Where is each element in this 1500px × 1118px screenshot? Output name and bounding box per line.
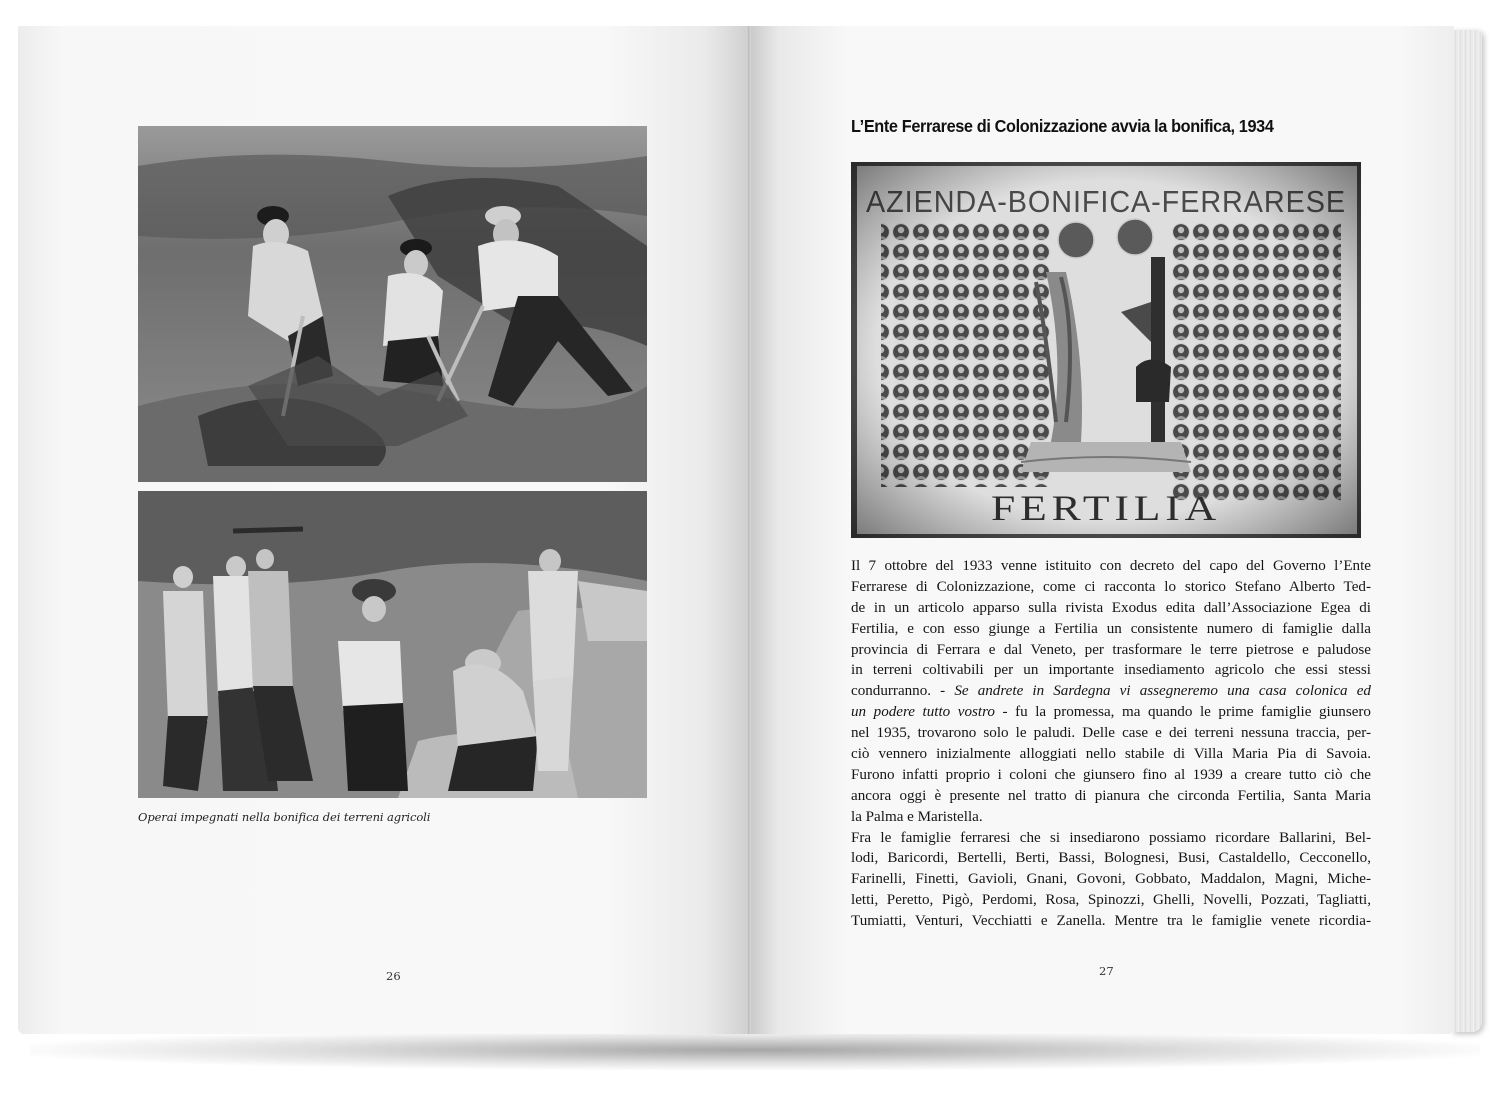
text-line: provincia di Ferrara e dal Veneto, per trasformare le terre pietrose e paludose xyxy=(851,641,1371,658)
photo-workers-hoeing xyxy=(138,126,647,482)
text-line: Furono infatti proprio i coloni che giunsero fino al 1939 a creare tutto ciò che xyxy=(851,766,1371,783)
text-line: lodi, Baricordi, Bertelli, Berti, Bassi, Bolognesi, Busi, Castaldello, Cecconello, xyxy=(851,850,1371,867)
text-line: de in un articolo apparso sulla rivista Exodus edita dall’Associazione Egea di xyxy=(851,599,1371,616)
article-body xyxy=(851,556,1371,932)
text-line: la Palma e Maristella. xyxy=(851,808,983,825)
italic-quote: Se andrete in Sardegna vi assegneremo una casa colonica ed xyxy=(954,683,1371,700)
text-line: ancora oggi è presente nel tratto di pianura che circonda Fertilia, Santa Maria xyxy=(851,787,1371,804)
text-line: Ferrarese di Colonizzazione, come ci racconta lo storico Stefano Alberto Ted- xyxy=(851,578,1371,595)
text-line: nel 1935, trovarono solo le paludi. Delle case e dei terreni nessuna traccia, per- xyxy=(851,725,1371,742)
page-number-left: 26 xyxy=(386,969,401,983)
paragraph-1 xyxy=(851,556,1371,828)
page-number-right: 27 xyxy=(1099,964,1114,978)
photo-workers-breaking-stones xyxy=(138,491,647,798)
text-line: condurranno. - Se andrete in Sardegna vi assegneremo una casa colonica ed xyxy=(851,683,1371,700)
text-line: un podere tutto vostro - fu la promessa, ma quando le prime famiglie giunsero xyxy=(851,704,1371,721)
book-gutter xyxy=(748,26,751,1034)
text-line: in terreni coltivabili per un importante insediamento agricolo che essi stessi xyxy=(851,662,1371,679)
photo-caption: Operai impegnati nella bonifica dei terreni agricoli xyxy=(138,810,431,824)
text-line: letti, Peretto, Pigò, Perdomi, Rosa, Spinozzi, Ghelli, Novelli, Pozzati, Tagliatti, xyxy=(851,892,1371,909)
paragraph-2 xyxy=(851,828,1371,932)
page-edges xyxy=(1452,30,1482,1032)
text-line: Farinelli, Finetti, Gavioli, Gnani, Govoni, Gobbato, Maddalon, Magni, Miche- xyxy=(851,871,1371,888)
text-line: ciò vennero inizialmente alloggiati nello stabile di Villa Maria Pia di Savoia. xyxy=(851,746,1371,763)
text-line: Il 7 ottobre del 1933 venne istituito con decreto del capo del Governo l’Ente xyxy=(851,558,1371,574)
text-line: Tumiatti, Venturi, Vecchiatti e Zanella. Mentre tra le famiglie venete ricordia- xyxy=(851,913,1371,930)
book-shadow xyxy=(30,1030,1480,1070)
text-line: Fra le famiglie ferraresi che si insediarono possiamo ricordare Ballarini, Bel- xyxy=(851,829,1371,846)
section-heading: L’Ente Ferrarese di Colonizzazione avvia la bonifica, 1934 xyxy=(851,116,1274,136)
italic-quote: un podere tutto vostro xyxy=(851,704,995,721)
photo-poster-fertilia xyxy=(851,162,1361,538)
text-line: Fertilia, e con esso giunge a Fertilia un consistente numero di famiglie dalla xyxy=(851,620,1371,637)
